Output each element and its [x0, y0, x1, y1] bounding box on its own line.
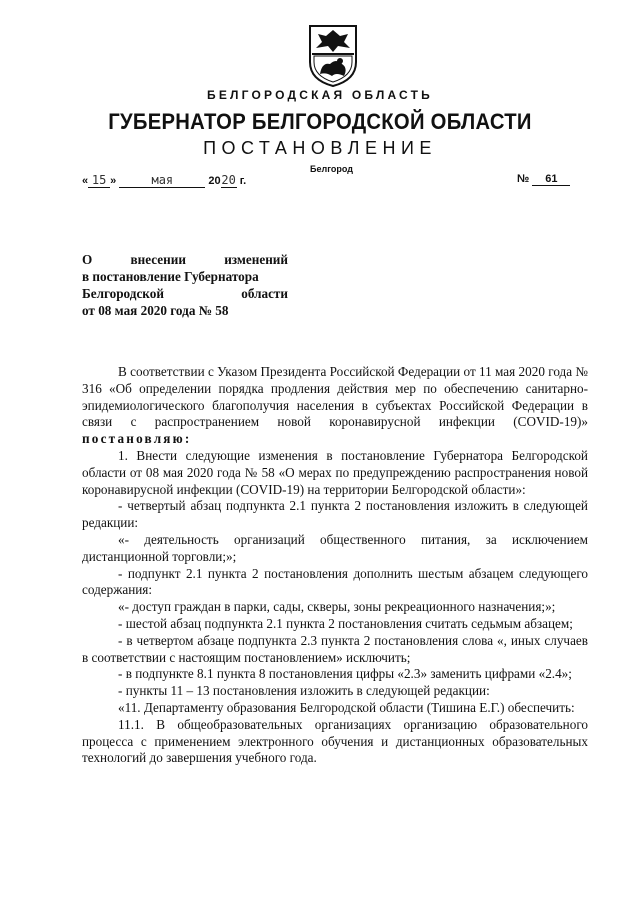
date-day: 15 [88, 173, 110, 188]
title-word: О [82, 252, 93, 267]
paragraph: - в подпункте 8.1 пункта 8 постановления цифры «2.3» заменить цифрами «2.4»; [118, 666, 572, 682]
date-year-prefix: 20 [208, 175, 221, 187]
paragraph: 1. Внести следующие изменения в постановление Губернатора Белгородской области от 08 мая 2020 года № 58 «О мерах по предупреждению распространения новой коронавирусной инфекции (COVID-19) на территории Белгородской области»: [82, 447, 588, 497]
date-month: мая [119, 173, 205, 188]
title-line-1 [82, 251, 288, 268]
title-word: внесении [130, 252, 186, 267]
title-word: области [241, 286, 288, 301]
coat-of-arms-emblem [306, 22, 360, 88]
region-heading: БЕЛГОРОДСКАЯ ОБЛАСТЬ [207, 88, 433, 102]
document-title [82, 251, 288, 319]
document-body [82, 364, 588, 767]
document-number [517, 173, 570, 186]
paragraph: - в четвертом абзаце подпункта 2.3 пункта 2 постановления слова «, иных случаев в соответствии с настоящим постановлением» исключить; [82, 632, 588, 665]
paragraph: «11. Департаменту образования Белгородской области (Тишина Е.Г.) обеспечить: [118, 699, 575, 715]
paragraph: 11.1. В общеобразовательных организациях организацию образовательного процесса с применением электронного обучения и дистанционных образовательных технологий до завершения учебного года. [82, 716, 588, 766]
title-line-4: от 08 мая 2020 года № 58 [82, 303, 229, 318]
title-word: Белгородской [82, 286, 164, 301]
paragraph: - пункты 11 – 13 постановления изложить в следующей редакции: [118, 683, 490, 699]
date-line [82, 173, 246, 188]
open-quote: « [82, 175, 89, 187]
number-label: № [517, 173, 530, 185]
number-value: 61 [532, 173, 570, 186]
paragraph-preamble [82, 364, 588, 448]
title-line-3 [82, 285, 288, 302]
resolve-word: постановляю: [82, 431, 192, 447]
city-label: Белгород [310, 164, 353, 174]
close-quote: » [110, 175, 117, 187]
title-line-2: в постановление Губернатора [82, 269, 259, 284]
document-type-heading: ПОСТАНОВЛЕНИЕ [203, 138, 437, 158]
paragraph: - подпункт 2.1 пункта 2 постановления дополнить шестым абзацем следующего содержания: [82, 565, 588, 598]
paragraph: - шестой абзац подпункта 2.1 пункта 2 постановления считать седьмым абзацем; [118, 615, 573, 631]
title-word: изменений [224, 252, 288, 267]
paragraph: - четвертый абзац подпункта 2.1 пункта 2 постановления изложить в следующей редакции: [82, 498, 588, 531]
paragraph: «- доступ граждан в парки, сады, скверы, зоны рекреационного назначения;»; [118, 599, 556, 615]
date-year-suffix: 20 [221, 173, 236, 187]
governor-heading: ГУБЕРНАТОР БЕЛГОРОДСКОЙ ОБЛАСТИ [108, 109, 532, 134]
preamble-text: В соответствии с Указом Президента Российской Федерации от 11 мая 2020 года № 316 «Об определении порядка продления действия мер по обеспечению санитарно-эпидемиологического благополучия населения в субъектах Российской Федерации в связи с распространением новой коронавирусной инфекции (COVID-19)» [82, 364, 588, 430]
paragraph: «- деятельность организаций общественного питания, за исключением дистанционной торговли;»; [82, 531, 588, 564]
date-year-mark: г. [239, 175, 247, 187]
